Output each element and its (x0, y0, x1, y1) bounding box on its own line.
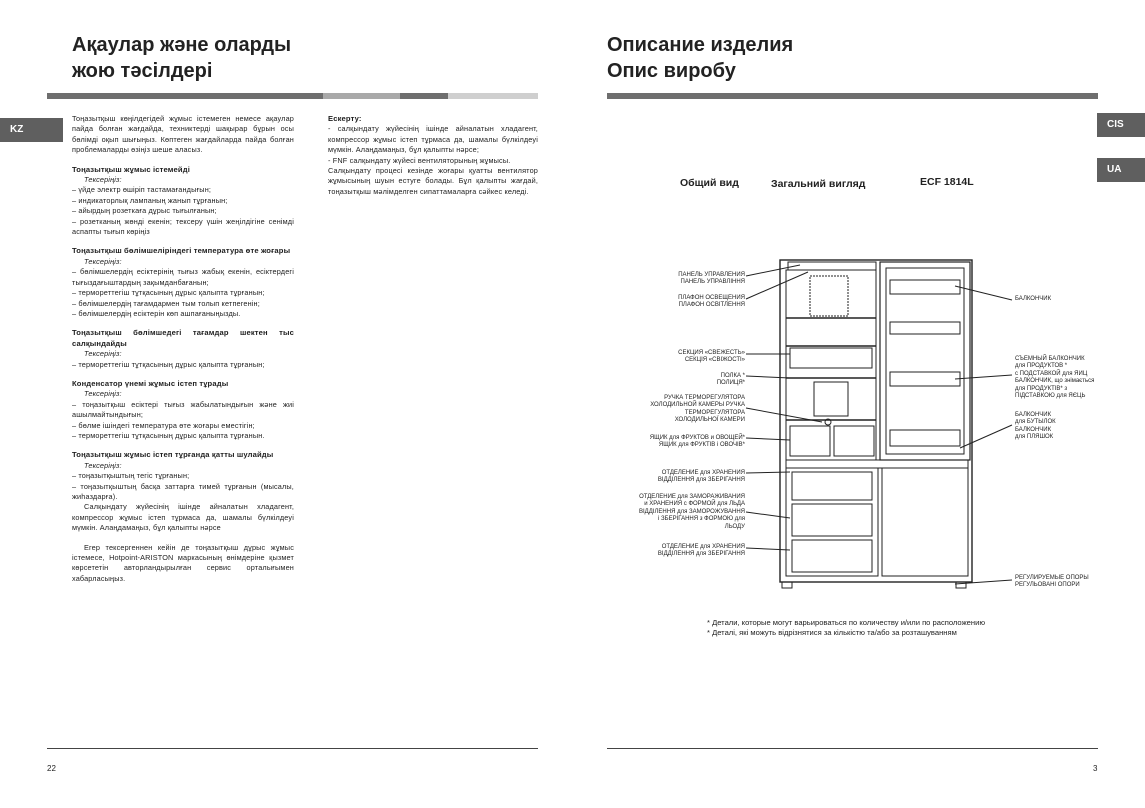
diagram-title-ua: Загальний вигляд (771, 178, 866, 190)
check-label: Тексеріңіз: (84, 460, 122, 470)
paragraph: - салқындату жүйесінің ішінде айналатын хладагент, компрессор жұмыс істеп тұрмаса да, шамалы бүлкілдеуі мүмкін. Алаңдамаңыз, бұл қалыпты нәрсе; (328, 124, 538, 155)
section-heading: Конденсатор үнемі жұмыс істеп тұрады (72, 378, 229, 388)
door-balcony (890, 280, 960, 294)
section-heading: Тоңазытқыш бөлімшеліріндегі температура өте жоғары (72, 246, 291, 256)
label-freezer: ОТДЕЛЕНИЕ для ЗАМОРАЖИВАНИЯ и ХРАНЕНИЯ с ФОРМОЙ для ЛЬДА ВІДДІЛЕННЯ для ЗАМОРОЖУВАННЯ і ЗБЕРІГАННЯ з ФОРМОЮ для ЛЬОДУ (639, 494, 745, 530)
language-tab-cis[interactable]: CIS (1097, 113, 1145, 137)
left-header-bar-light (448, 93, 538, 99)
leader-line (746, 472, 790, 473)
bottle-balcony (890, 430, 960, 446)
paragraph: Тоңазытқыш көңілдегідей жұмыс істемеген немесе ақаулар пайда болған жағдайда, техниктерді шақырар бұрын осы бөлімді оқып шығыңыз. Көптеген жағдайларда пайда болған проблемаларды өзіңіз шеше аласыз. (72, 114, 294, 155)
light-fixture (810, 276, 848, 316)
spacer (72, 534, 294, 543)
paragraph: - FNF салқындату жүйесі вентиляторының жұмысы. (328, 155, 511, 165)
note-heading: Ескерту: (328, 114, 362, 123)
control-panel (788, 262, 876, 270)
label-storage-2: ОТДЕЛЕНИЕ для ХРАНЕНИЯ ВІДДІЛЕННЯ для ЗБЕРІГАННЯ (657, 544, 745, 558)
left-page-title: Ақаулар және оларды жою тәсілдері (72, 34, 292, 82)
section-heading: Тоңазытқыш бөлімшедегі тағамдар шектен тыс салқындайды (72, 328, 294, 348)
section-heading: Тоңазытқыш жұмыс істемейді (72, 164, 190, 174)
right-header-bar (607, 93, 1098, 99)
freezer-drawer-2 (792, 504, 872, 536)
left-header-bar-mid (323, 93, 400, 99)
left-header-bar-dark (47, 93, 323, 99)
label-shelf: ПОЛКА * ПОЛИЦЯ* (716, 373, 745, 387)
language-tab-kz[interactable]: KZ (0, 118, 63, 142)
paragraph: – бөлімшелердің есіктерін көп ашпағаныңызды. (72, 308, 241, 318)
check-label: Тексеріңіз: (84, 175, 122, 185)
right-page-number: 3 (1093, 764, 1098, 773)
label-bottle-balcony: БАЛКОНЧИК для БУТЫЛОК БАЛКОНЧИК для ПЛЯШОК (1015, 412, 1056, 441)
troubleshooting-column (72, 114, 294, 584)
door-balcony (890, 372, 960, 386)
paragraph: – тоңазытқыштың басқа заттарға тимей тұрғанын (мысалы, жиһаздарға). (72, 481, 294, 501)
crisper-drawer-right (834, 426, 874, 456)
label-fresh-section: СЕКЦИЯ «СВЕЖЕСТЬ» СЕКЦІЯ «СВІЖОСТІ» (678, 350, 745, 364)
label-adjustable-feet: РЕГУЛИРУЕМЫЕ ОПОРЫ РЕГУЛЬОВАНІ ОПОРИ (1015, 575, 1089, 589)
leader-line (746, 512, 790, 518)
fresh-section (790, 348, 872, 368)
leader-line (746, 548, 790, 550)
paragraph: – термореттегіш тұтқасының дұрыс қалыпта тұрғанын; (72, 359, 265, 369)
fridge-diagram (600, 250, 1080, 600)
label-removable-balcony: СЪЕМНЫЙ БАЛКОНЧИК для ПРОДУКТОВ * с ПОДСТАВКОЙ для ЯИЦ БАЛКОНЧИК, що знімається для ПРОДУКТІВ* з ПІДСТАВКОЮ для ЯЄЦЬ (1015, 356, 1095, 400)
paragraph: – айырдың розеткаға дұрыс тығылғанын; (72, 206, 217, 216)
leader-line (960, 425, 1012, 448)
paragraph: – бөлме ішіндегі температура өте жоғары еместігін; (72, 420, 255, 430)
paragraph: – индикаторлық лампаның жанып тұрғанын; (72, 195, 228, 205)
left-header-bar-dark-2 (400, 93, 448, 99)
paragraph: – бөлімшелердің есіктерінің тығыз жабық екенін, есіктердегі тығыздағыштардың зақымданбағанын; (72, 267, 294, 287)
compartment-divider (786, 460, 968, 468)
label-storage-1: ОТДЕЛЕНИЕ для ХРАНЕНИЯ ВІДДІЛЕННЯ для ЗБЕРІГАННЯ (657, 470, 745, 484)
paragraph: – үйде электр өшіріп тастамағандығын; (72, 185, 212, 195)
left-page-number: 22 (47, 764, 56, 773)
freezer-door (882, 468, 968, 576)
adjustable-foot (782, 582, 792, 588)
left-footer-line (47, 748, 538, 749)
check-label: Тексеріңіз: (84, 349, 122, 359)
paragraph: Салқындату жүйесінің ішінде айналатын хладагент, компрессор жұмыс істеп тұрмаса да, шамалы бүлкілдеуі мүмкін. Алаңдамаңыз, бұл қалыпты нәрсе (72, 502, 294, 533)
door-inner (886, 268, 964, 454)
label-light: ПЛАФОН ОСВЕЩЕНИЯ ПЛАФОН ОСВІТЛЕННЯ (678, 295, 745, 309)
note-column (328, 114, 538, 197)
footnotes: * Детали, которые могут варьироваться по количеству и/или по расположению * Деталі, які можуть відрізнятися за кількістю та/або за розташуванням (707, 618, 986, 637)
crisper-drawer-left (790, 426, 830, 456)
door-balcony (890, 322, 960, 334)
model-name: ECF 1814L (920, 176, 974, 188)
language-tab-ua[interactable]: UA (1097, 158, 1145, 182)
paragraph: – тоңазытқыштың тегіс тұрғанын; (72, 471, 190, 481)
leader-line (746, 272, 808, 299)
fridge-compartment (786, 270, 876, 460)
check-label: Тексеріңіз: (84, 256, 122, 266)
thermostat-housing (814, 382, 848, 416)
check-label: Тексеріңіз: (84, 389, 122, 399)
freezer-compartment (786, 468, 878, 576)
leader-line (746, 438, 790, 440)
paragraph: – термореттегіш тұтқасының дұрыс қалыпта тұрғанын; (72, 288, 265, 298)
diagram-title-ru: Общий вид (680, 177, 739, 189)
paragraph: Егер тексергеннен кейін де тоңазытқыш дұрыс жұмыс істемесе, Hotpoint-ARISTON маркасының өнімдеріне қызмет көрсететін авторландырылған сервис орталығымен хабарласыңыз. (72, 542, 294, 583)
paragraph: Салқындату процесі кезінде жоғары қуатты вентилятор жұмысының шуын естуге болады. Бұл қалыпты жағдай, тоңазытқыш мәлімделген сипаттамаларға сәйкес келеді. (328, 166, 538, 196)
right-page-title: Описание изделия Опис виробу (607, 34, 794, 82)
section-heading: Тоңазытқыш жұмыс істеп тұрғанда қатты шулайды (72, 450, 274, 460)
paragraph: – термореттегіш тұтқасының дұрыс қалыпта тұрғанын. (72, 430, 265, 440)
leader-line (746, 376, 790, 378)
paragraph: – розетканың жөнді екенін; тексеру үшін жеңілдігіне сенімді аспапты тығып көріңіз (72, 216, 294, 237)
paragraph: – тоңазытқыш есіктері тығыз жабылатындығын және жиі ашылмайтындығын; (72, 399, 294, 420)
freezer-drawer-3 (792, 540, 872, 572)
freezer-drawer-1 (792, 472, 872, 500)
label-control-panel: ПАНЕЛЬ УПРАВЛЕНИЯ ПАНЕЛЬ УПРАВЛІННЯ (678, 272, 745, 286)
paragraph: – бөлімшелердің тағамдармен тым толып кетпегенін; (72, 298, 260, 308)
label-thermostat: РУЧКА ТЕРМОРЕГУЛЯТОРА ХОЛОДИЛЬНОЙ КАМЕРЫ РУЧКА ТЕРМОРЕГУЛЯТОРА ХОЛОДИЛЬНОЇ КАМЕРИ (650, 395, 745, 424)
label-door-balcony: БАЛКОНЧИК (1015, 296, 1052, 302)
label-crisper: ЯЩИК для ФРУКТОВ и ОВОЩЕЙ* ЯЩИК для ФРУКТІВ і ОВОЧІВ* (649, 435, 745, 449)
right-footer-line (607, 748, 1098, 749)
